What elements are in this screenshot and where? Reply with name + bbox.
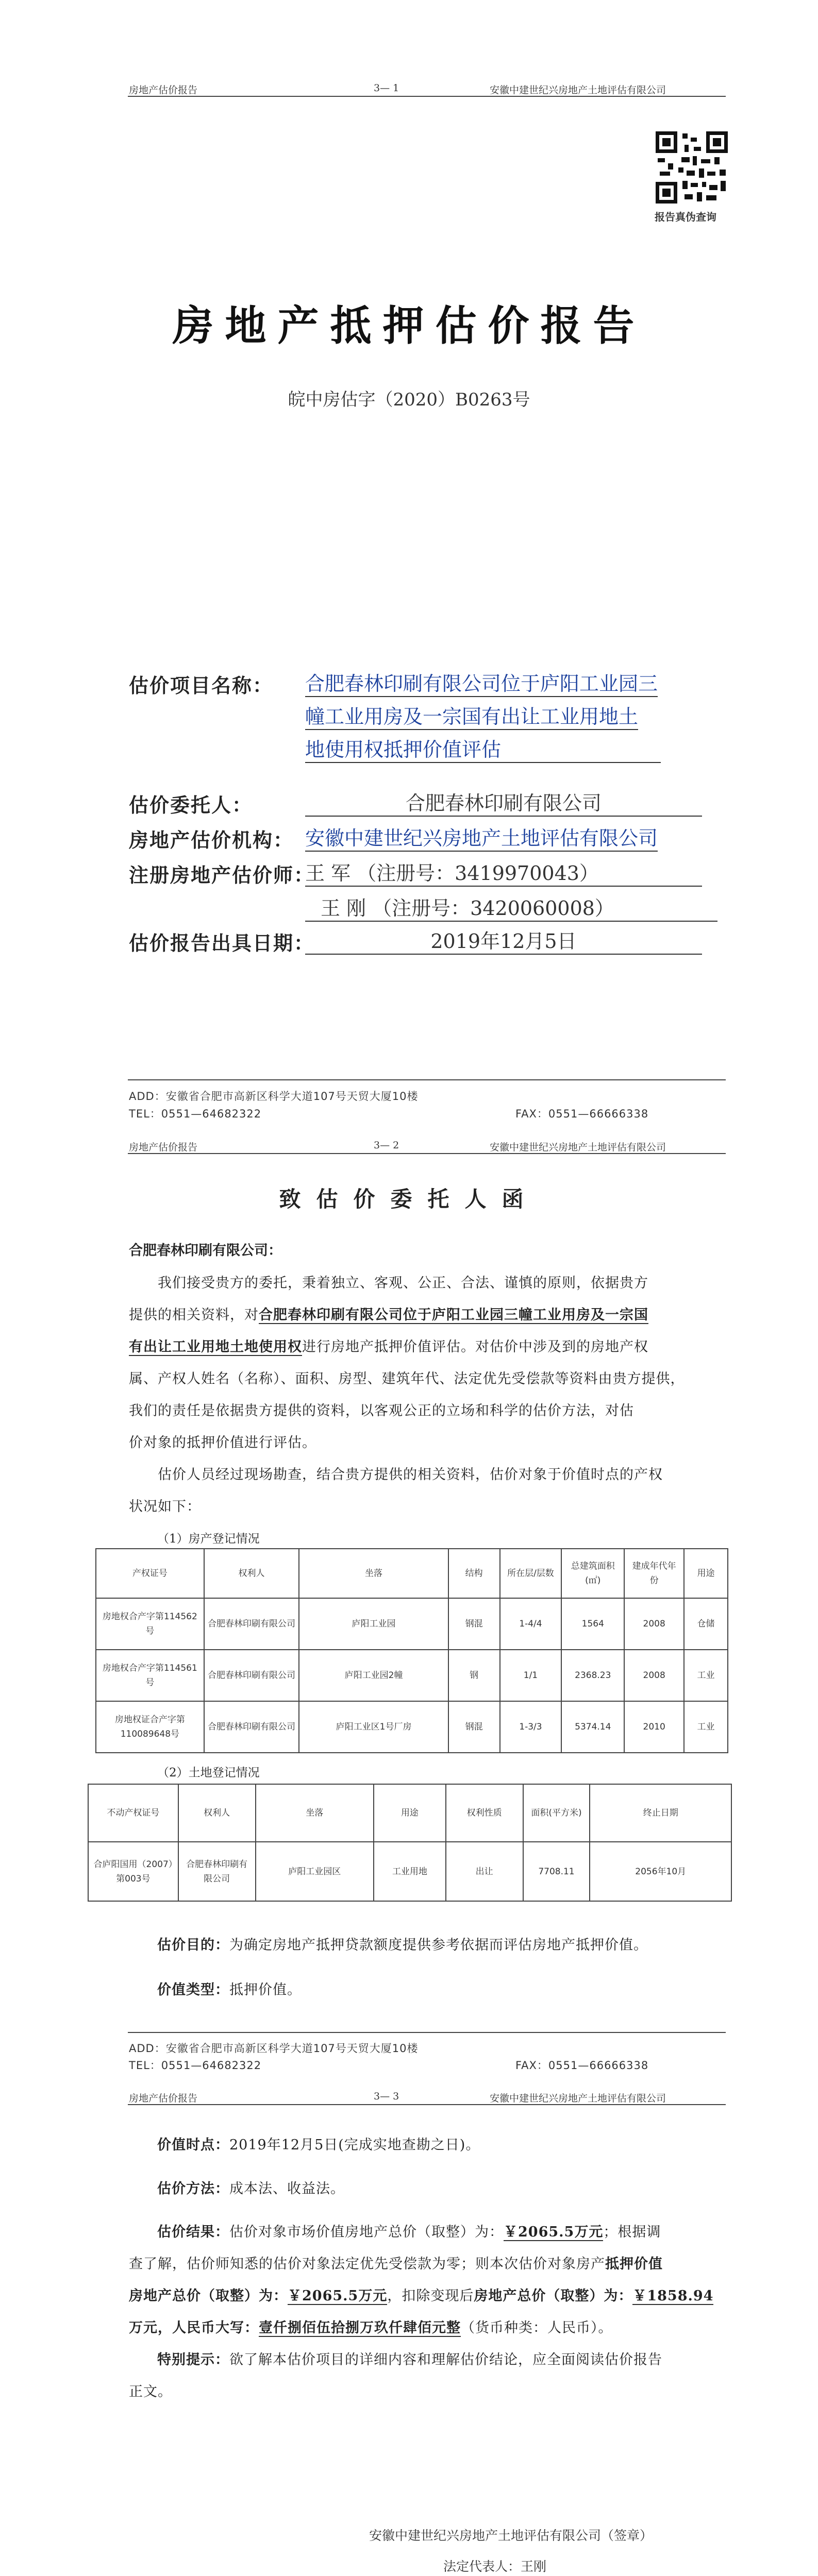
page-header-left: 房地产估价报告 bbox=[129, 2093, 198, 2104]
result-amount: ￥1858.94 bbox=[632, 2288, 714, 2304]
table-cell: 庐阳工业园区 bbox=[256, 1842, 374, 1901]
table-cell: 工业 bbox=[684, 1701, 728, 1753]
table-cell: 钢 bbox=[448, 1650, 500, 1701]
valuation-purpose bbox=[157, 1929, 648, 1961]
table-header-cell: 面积(平方米) bbox=[523, 1784, 590, 1842]
table-header-cell: 权利人 bbox=[204, 1549, 299, 1598]
result-bold: 抵押价值 bbox=[605, 2256, 663, 2272]
table-cell: 房地权合产字第114561号 bbox=[96, 1650, 204, 1701]
value-type bbox=[157, 1974, 302, 2006]
table-cell: 庐阳工业园2幢 bbox=[299, 1650, 448, 1701]
page-number: 3— 2 bbox=[374, 1140, 399, 1151]
result-text: 查了解，估价师知悉的估价对象法定优先受偿款为零；则本次估价对象房产 bbox=[129, 2256, 605, 2272]
table-header-cell: 建成年代年份 bbox=[624, 1549, 684, 1598]
report-number: 皖中房估字（2020）B0263号 bbox=[288, 389, 530, 410]
table-cell: 房地权证合产字第110089648号 bbox=[96, 1701, 204, 1753]
appraiser-2: 王 刚 （注册号：3420060008） bbox=[305, 892, 717, 922]
para-line bbox=[129, 2216, 732, 2248]
table-cell: 5374.14 bbox=[561, 1701, 624, 1753]
para-line bbox=[129, 1331, 727, 1363]
table-cell: 合肥春林印刷有限公司 bbox=[204, 1701, 299, 1753]
table-cell: 2010 bbox=[624, 1701, 684, 1753]
table-header-cell: 权利人 bbox=[178, 1784, 256, 1842]
valuation-method bbox=[157, 2173, 345, 2205]
table-cell: 工业用地 bbox=[374, 1842, 446, 1901]
page-number: 3— 1 bbox=[374, 82, 399, 94]
table-cell: 合肥春林印刷有限公司 bbox=[178, 1842, 256, 1901]
para-line: 状况如下： bbox=[129, 1499, 201, 1515]
para-line bbox=[129, 2280, 732, 2312]
salutation: 合肥春林印刷有限公司： bbox=[129, 1243, 282, 1259]
valuation-result bbox=[129, 2216, 732, 2408]
label-client: 估价委托人： bbox=[129, 793, 253, 817]
para-object-bold: 有出让工业用地土地使用权 bbox=[129, 1339, 302, 1355]
table-cell: 2368.23 bbox=[561, 1650, 624, 1701]
result-amount: ￥2065.5万元 bbox=[288, 2288, 388, 2304]
table-cell: 2008 bbox=[624, 1650, 684, 1701]
header-rule bbox=[128, 2104, 726, 2105]
result-amount-words: 壹仟捌佰伍拾捌万玖仟肆佰元整 bbox=[259, 2320, 461, 2336]
para-line bbox=[129, 1299, 727, 1331]
result-bold: 房地产总价（取整）为： bbox=[474, 2288, 633, 2304]
para-line: 正文。 bbox=[129, 2384, 172, 2400]
page-header-left: 房地产估价报告 bbox=[129, 1142, 198, 1153]
para-line: 我们接受贵方的委托，秉着独立、客观、公正、合法、谨慎的原则，依据贵方 bbox=[158, 1275, 648, 1291]
footer-fax: FAX：0551—66666338 bbox=[515, 1108, 649, 1120]
result-text: （货币种类：人民币）。 bbox=[461, 2320, 613, 2336]
footer-address: ADD：安徽省合肥市高新区科学大道107号天贸大厦10楼 bbox=[129, 2042, 419, 2055]
time-text: 2019年12月5日(完成实地查勘之日)。 bbox=[229, 2137, 480, 2153]
table-cell: 工业 bbox=[684, 1650, 728, 1701]
house-table-caption: （1）房产登记情况 bbox=[157, 1532, 260, 1546]
table-cell: 7708.11 bbox=[523, 1842, 590, 1901]
table-cell: 1-3/3 bbox=[500, 1701, 562, 1753]
qr-caption: 报告真伪查询 bbox=[655, 211, 716, 223]
label-appraiser: 注册房地产估价师： bbox=[129, 863, 315, 887]
para-line bbox=[129, 2344, 732, 2376]
table-cell: 仓储 bbox=[684, 1598, 728, 1650]
type-label: 价值类型： bbox=[157, 1982, 229, 1998]
letter-title: 致估价委托人函 bbox=[279, 1187, 539, 1212]
footer-rule bbox=[128, 1079, 726, 1080]
value-date bbox=[157, 2129, 480, 2161]
table-row bbox=[96, 1701, 728, 1753]
result-bold: 万元，人民币大写： bbox=[129, 2320, 259, 2336]
table-cell: 钢混 bbox=[448, 1701, 500, 1753]
result-text: ；根据调 bbox=[603, 2224, 661, 2240]
table-header-cell: 产权证号 bbox=[96, 1549, 204, 1598]
type-text: 抵押价值。 bbox=[229, 1982, 302, 1998]
notice-label: 特别提示： bbox=[157, 2352, 229, 2368]
page-header-right: 安徽中建世纪兴房地产土地评估有限公司 bbox=[490, 2093, 666, 2104]
project-name-line-1: 合肥春林印刷有限公司位于庐阳工业园三 bbox=[305, 668, 658, 697]
result-bold: 房地产总价（取整）为： bbox=[129, 2288, 288, 2304]
table-row bbox=[96, 1598, 728, 1650]
para-line: 我们的责任是依据贵方提供的资料，以客观公正的立场和科学的估价方法，对估 bbox=[129, 1403, 634, 1419]
issue-date: 2019年12月5日 bbox=[305, 925, 702, 955]
table-cell: 庐阳工业园 bbox=[299, 1598, 448, 1650]
signature-company: 安徽中建世纪兴房地产土地评估有限公司（签章） bbox=[369, 2528, 653, 2543]
appraiser-1: 王 军 （注册号：3419970043） bbox=[305, 857, 702, 887]
agency-name: 安徽中建世纪兴房地产土地评估有限公司 bbox=[305, 822, 658, 852]
project-name-line-3: 地使用权抵押价值评估 bbox=[305, 734, 661, 763]
table-header-cell: 坐落 bbox=[299, 1549, 448, 1598]
notice-text: 欲了解本估价项目的详细内容和理解估价结论，应全面阅读估价报告 bbox=[229, 2352, 662, 2368]
table-header-cell: 用途 bbox=[374, 1784, 446, 1842]
table-header-cell: 结构 bbox=[448, 1549, 500, 1598]
purpose-text: 为确定房地产抵押贷款额度提供参考依据而评估房地产抵押价值。 bbox=[229, 1937, 648, 1953]
para-line: 价对象的抵押价值进行评估。 bbox=[129, 1435, 316, 1451]
table-cell: 2008 bbox=[624, 1598, 684, 1650]
time-label: 价值时点： bbox=[157, 2137, 229, 2153]
footer-address: ADD：安徽省合肥市高新区科学大道107号天贸大厦10楼 bbox=[129, 1090, 419, 1103]
table-cell: 1-4/4 bbox=[500, 1598, 562, 1650]
method-label: 估价方法： bbox=[157, 2181, 229, 2197]
result-text: ，扣除变现后 bbox=[387, 2288, 474, 2304]
table-cell: 出让 bbox=[446, 1842, 523, 1901]
header-rule bbox=[128, 1153, 726, 1154]
table-cell: 钢混 bbox=[448, 1598, 500, 1650]
land-registration-table bbox=[88, 1784, 732, 1902]
signature-representative: 法定代表人：王刚 bbox=[443, 2559, 547, 2574]
page-number: 3— 3 bbox=[374, 2091, 399, 2102]
table-cell: 房地权合产字第114562号 bbox=[96, 1598, 204, 1650]
project-name-line-2: 幢工业用房及一宗国有出让工业用地土 bbox=[305, 701, 638, 730]
table-cell: 合肥春林印刷有限公司 bbox=[204, 1650, 299, 1701]
table-header-cell: 用途 bbox=[684, 1549, 728, 1598]
footer-tel: TEL：0551—64682322 bbox=[129, 2059, 262, 2072]
para-line bbox=[129, 2248, 732, 2280]
result-amount: ￥2065.5万元 bbox=[504, 2224, 604, 2240]
table-cell: 1564 bbox=[561, 1598, 624, 1650]
header-rule bbox=[128, 96, 726, 97]
table-cell: 庐阳工业区1号厂房 bbox=[299, 1701, 448, 1753]
result-text: 估价对象市场价值房地产总价（取整）为： bbox=[229, 2224, 504, 2240]
table-header-cell: 权利性质 bbox=[446, 1784, 523, 1842]
table-header-row bbox=[96, 1549, 728, 1598]
para-line: 属、产权人姓名（名称）、面积、房型、建筑年代、法定优先受偿款等资料由贵方提供， bbox=[129, 1371, 685, 1387]
report-title: 房地产抵押估价报告 bbox=[172, 301, 646, 350]
table-header-cell: 终止日期 bbox=[590, 1784, 731, 1842]
label-issue-date: 估价报告出具日期： bbox=[129, 931, 315, 955]
page-header-left: 房地产估价报告 bbox=[129, 84, 198, 96]
land-table-caption: （2）土地登记情况 bbox=[157, 1766, 260, 1780]
footer-tel: TEL：0551—64682322 bbox=[129, 1108, 262, 1120]
label-agency: 房地产估价机构： bbox=[129, 828, 294, 852]
footer-rule bbox=[128, 2032, 726, 2033]
qr-code-icon[interactable] bbox=[656, 131, 728, 204]
table-cell: 2056年10月 bbox=[590, 1842, 731, 1901]
table-cell: 合庐阳国用（2007）第003号 bbox=[88, 1842, 178, 1901]
para-text: 进行房地产抵押价值评估。对估价中涉及到的房地产权 bbox=[302, 1339, 648, 1355]
page-header-right: 安徽中建世纪兴房地产土地评估有限公司 bbox=[490, 1142, 666, 1153]
result-label: 估价结果： bbox=[157, 2224, 229, 2240]
page-header-right: 安徽中建世纪兴房地产土地评估有限公司 bbox=[490, 84, 666, 96]
table-cell: 合肥春林印刷有限公司 bbox=[204, 1598, 299, 1650]
house-registration-table bbox=[95, 1548, 728, 1753]
para-line bbox=[129, 2312, 732, 2344]
letter-paragraph-1 bbox=[129, 1267, 727, 1523]
table-header-cell: 坐落 bbox=[256, 1784, 374, 1842]
table-header-cell: 总建筑面积(㎡) bbox=[561, 1549, 624, 1598]
purpose-label: 估价目的： bbox=[157, 1937, 229, 1953]
label-project-name: 估价项目名称： bbox=[129, 674, 274, 697]
table-row bbox=[96, 1650, 728, 1701]
table-row bbox=[88, 1842, 731, 1901]
method-text: 成本法、收益法。 bbox=[229, 2181, 345, 2197]
table-header-cell: 不动产权证号 bbox=[88, 1784, 178, 1842]
table-cell: 1/1 bbox=[500, 1650, 562, 1701]
client-name: 合肥春林印刷有限公司 bbox=[305, 787, 702, 817]
para-text: 提供的相关资料，对 bbox=[129, 1307, 259, 1323]
para-line: 估价人员经过现场勘查，结合贵方提供的相关资料，估价对象于价值时点的产权 bbox=[158, 1467, 663, 1483]
para-object-bold: 合肥春林印刷有限公司位于庐阳工业园三幢工业用房及一宗国 bbox=[259, 1307, 648, 1323]
table-header-row bbox=[88, 1784, 731, 1842]
footer-fax: FAX：0551—66666338 bbox=[515, 2059, 649, 2072]
table-header-cell: 所在层/层数 bbox=[500, 1549, 562, 1598]
